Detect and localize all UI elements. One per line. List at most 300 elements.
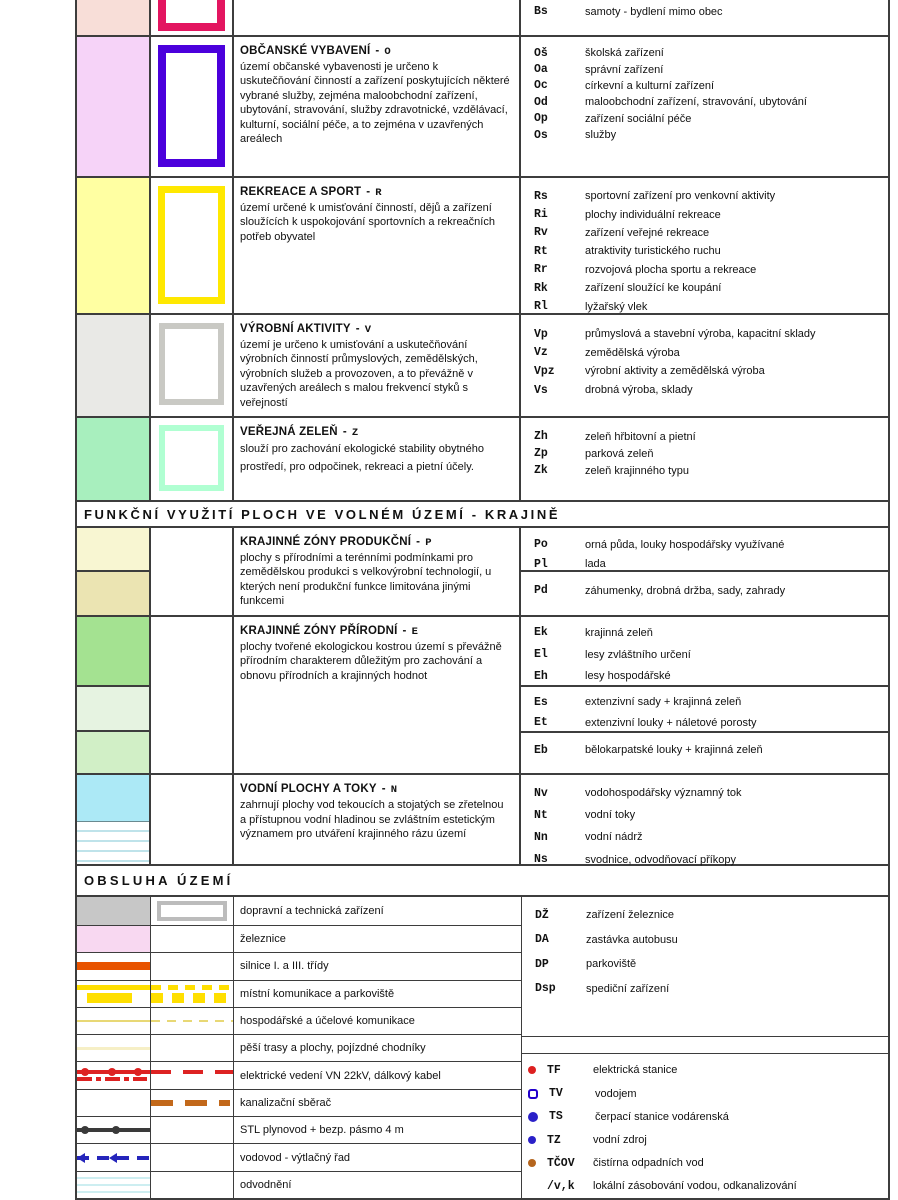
zone-code-letter: O (384, 46, 391, 58)
zone-code: Rl (534, 300, 548, 314)
empty-cell (151, 1035, 234, 1061)
drainage-stripes-swatch (77, 1172, 150, 1198)
code-label: elektrická stanice (593, 1064, 678, 1077)
code-group (521, 687, 888, 733)
service-row-label: místní komunikace a parkoviště (240, 987, 395, 1000)
code-label: lokální zásobování vodou, odkanalizování (593, 1180, 797, 1193)
zone-code: Po (534, 538, 548, 552)
legend-row-krajinne-produkcni (77, 528, 888, 617)
code-row (521, 224, 888, 242)
code-label: svodnice, odvodňovací příkopy (585, 853, 737, 866)
code-row (521, 111, 888, 127)
legend-row-bs (77, 0, 888, 37)
zone-code: Pl (534, 557, 548, 571)
prirodni-outline-cell (151, 617, 234, 773)
zone-title (240, 45, 511, 58)
transport-area-swatch (77, 897, 151, 925)
vodni-codes-cell (519, 775, 888, 867)
blue-open-dot-icon (528, 1089, 538, 1099)
code-row (521, 581, 888, 601)
code-row (521, 78, 888, 94)
title-separator: - (366, 186, 371, 198)
power-dashed-symbol (151, 1070, 233, 1074)
legend-table (75, 0, 890, 1200)
road-line-symbol (77, 962, 150, 970)
code-label: extenzivní louky + náletové porosty (585, 716, 757, 729)
zone-description: plochy s přírodními a terénními podmínkami pro zemědělskou produkci s velkovýrobní technologií, u kterých není produkční funkce limitována jinými funkcemi (240, 552, 492, 608)
power-line-symbol (77, 1070, 150, 1074)
zone-code: Oa (534, 63, 548, 77)
code-row (521, 261, 888, 279)
code-label: čistírna odpadních vod (593, 1157, 704, 1170)
code-row (521, 849, 888, 871)
service-row-label: kanalizační sběrač (240, 1096, 332, 1109)
legend-row-vodni-plochy (77, 775, 888, 866)
local-road-line-symbol (77, 985, 150, 990)
code-row (522, 1128, 888, 1151)
zone-code: Nt (534, 808, 548, 822)
code-label: plochy individuální rekreace (585, 208, 721, 221)
zone-code: Ek (534, 626, 548, 640)
prirodni-swatch-stack (77, 617, 151, 773)
zone-code: Rk (534, 281, 548, 295)
vodni-swatch-water (77, 775, 149, 822)
code-row (521, 713, 888, 734)
power-node-icon (108, 1068, 116, 1076)
service-row-hospodarske (77, 1008, 521, 1035)
zone-code: /v,k (547, 1179, 575, 1193)
code-label: církevní a kulturní zařízení (585, 79, 714, 92)
code-row (522, 1175, 888, 1198)
code-label: záhumenky, drobná držba, sady, zahrady (585, 584, 786, 597)
title-separator: - (355, 323, 360, 335)
obcanske-desc-cell (234, 37, 521, 176)
zone-description: plochy tvořené ekologickou kostrou území s převážně přírodním charakterem důležitým pro zachování a obnovu přírodních a krajinných hodnot (240, 641, 502, 682)
code-label: extenzivní sady + krajinná zeleň (585, 696, 742, 709)
code-row (522, 977, 888, 1002)
empty-cell (151, 1172, 234, 1198)
empty-cell (151, 926, 234, 952)
power-dashed-cell (151, 1062, 234, 1088)
code-label: vodní zdroj (593, 1134, 647, 1147)
code-group (521, 572, 888, 601)
vodni-desc-cell (234, 775, 521, 864)
zone-code: Eh (534, 669, 548, 683)
code-row (521, 61, 888, 77)
zone-code: Oc (534, 79, 548, 93)
code-label: rozvojová plocha sportu a rekreace (585, 263, 757, 276)
vyrobni-outline-swatch (159, 323, 224, 405)
service-row-label: elektrické vedení VN 22kV, dálkový kabel (240, 1069, 441, 1082)
obcanske-codes-cell (519, 37, 888, 176)
code-row (521, 535, 888, 555)
gas-line-symbol (77, 1128, 150, 1132)
zelen-codes-cell (519, 418, 888, 500)
obcanske-outline-swatch (158, 45, 225, 167)
code-label: krajinná zeleň (585, 626, 653, 639)
legend-row-obcanske-vybaveni (77, 37, 888, 178)
zone-code: Vp (534, 327, 548, 341)
zone-description: zahrnují plochy vod tekoucích a stojatých se zřetelnou a přístupnou vodní hladinou se zvláštním estetickým významem pro utváření krajinného rázu území (240, 799, 504, 841)
rekreace-color-swatch (77, 178, 151, 313)
code-row (521, 740, 888, 760)
bs-outline-swatch (158, 0, 225, 31)
railway-area-swatch (77, 926, 151, 952)
code-label: výrobní aktivity a zemědělská výroba (585, 365, 765, 378)
zone-title (240, 625, 511, 638)
service-row-doprava (77, 897, 521, 926)
service-row-label: dopravní a technická zařízení (240, 905, 384, 917)
zone-code: TF (547, 1063, 561, 1077)
service-codes (521, 897, 888, 1198)
zone-description: území určené k umisťování činností, dějů a zařízení sloužících k uspokojování sportovních a rekreačních potřeb obyvatel (240, 202, 495, 243)
code-label: bělokarpatské louky + krajinná zeleň (585, 744, 763, 756)
code-group (521, 733, 888, 760)
code-label: spediční zařízení (586, 982, 670, 995)
section-header-krajina: FUNKČNÍ VYUŽITÍ PLOCH VE VOLNÉM ÚZEMÍ - KRAJINĚ (77, 502, 888, 528)
zone-title (240, 426, 511, 439)
bs-outline-cell (151, 0, 234, 35)
red-dot-icon (528, 1066, 536, 1074)
vodni-swatch-ditches (77, 822, 149, 863)
code-row (521, 344, 888, 363)
zone-code: Bs (534, 5, 548, 18)
zone-title (240, 323, 511, 336)
service-row-label: silnice I. a III. třídy (240, 960, 329, 973)
zone-code: TV (549, 1087, 563, 1101)
title-separator: - (342, 426, 347, 438)
power-node-icon (134, 1068, 142, 1076)
code-label: sportovní zařízení pro venkovní aktivity (585, 190, 776, 203)
vyrobni-desc-cell (234, 315, 521, 416)
footpath-line-cell (77, 1035, 151, 1061)
service-row-mistni (77, 981, 521, 1008)
code-row (521, 428, 888, 445)
service-row-vodovod (77, 1144, 521, 1171)
zone-code-letter: E (411, 626, 419, 638)
zone-code-letter: Z (351, 427, 359, 439)
service-row-pesi (77, 1035, 521, 1062)
brown-dot-icon (528, 1159, 536, 1167)
code-label: zeleň krajinného typu (585, 464, 689, 477)
code-row (521, 666, 888, 688)
code-label: zařízení železnice (586, 909, 675, 922)
zelen-color-swatch (77, 418, 151, 500)
water-main-dashed-symbol (77, 1156, 150, 1160)
produkcni-swatch-po-pl (77, 528, 149, 572)
empty-cell (151, 1144, 234, 1170)
vyrobni-codes-cell (519, 315, 888, 416)
code-row (521, 622, 888, 644)
zone-code: Vz (534, 346, 548, 360)
farm-road-dashed-cell (151, 1008, 234, 1034)
service-row-label: železnice (240, 933, 286, 946)
legend-row-verejna-zelen (77, 418, 888, 502)
code-row (521, 381, 888, 400)
service-row-label: odvodnění (240, 1178, 292, 1191)
zone-code-letter: V (364, 324, 372, 336)
code-row (521, 782, 888, 804)
code-row (521, 205, 888, 223)
zone-title-text: KRAJINNÉ ZÓNY PRODUKČNÍ (240, 536, 412, 548)
zone-code: Zk (534, 464, 548, 477)
title-separator: - (375, 45, 380, 57)
code-label: zeleň hřbitovní a pietní (585, 430, 696, 443)
code-label: čerpací stanice vodárenská (595, 1110, 729, 1123)
zone-code: Op (534, 112, 548, 126)
title-separator: - (402, 625, 407, 637)
zone-title-text: VEŘEJNÁ ZELEŇ (240, 426, 338, 438)
service-section (77, 897, 888, 1200)
power-line-cell (77, 1062, 151, 1088)
code-row (521, 826, 888, 848)
zone-code: El (534, 648, 548, 662)
prirodni-swatch-es-et (77, 687, 149, 732)
code-label: lada (585, 558, 606, 571)
code-label: zařízení veřejné rekreace (585, 226, 710, 239)
service-row-kanalizace (77, 1090, 521, 1117)
pink-area-swatch (77, 926, 150, 952)
code-group (521, 617, 888, 687)
zone-code: Pd (534, 584, 548, 598)
code-row (521, 0, 888, 18)
service-row-label: STL plynovod + bezp. pásmo 4 m (240, 1124, 404, 1137)
rekreace-outline-swatch (158, 186, 225, 304)
arrow-left-icon (109, 1153, 117, 1163)
code-row (522, 1152, 888, 1175)
code-row (522, 1082, 888, 1105)
farm-road-line-cell (77, 1008, 151, 1034)
code-label: správní zařízení (585, 63, 664, 76)
empty-cell (522, 1037, 888, 1054)
rekreace-desc-cell (234, 178, 521, 313)
zone-code: Dsp (535, 982, 556, 996)
gray-area-swatch (77, 897, 150, 925)
zone-title-text: VÝROBNÍ AKTIVITY (240, 323, 351, 335)
section-header-obsluha: OBSLUHA ÚZEMÍ (77, 866, 888, 897)
code-label: vodní nádrž (585, 831, 643, 844)
code-row (521, 692, 888, 713)
code-label: vodní toky (585, 809, 636, 822)
legend-row-vyrobni-aktivity (77, 315, 888, 418)
vodni-outline-cell (151, 775, 234, 864)
code-label: vodojem (595, 1087, 637, 1100)
produkcni-codes-cell (519, 528, 888, 615)
local-road-line-cell (77, 981, 151, 1007)
code-label: parkoviště (586, 958, 637, 971)
zone-code: TZ (547, 1133, 561, 1147)
zone-code: Zp (534, 447, 548, 460)
code-row (521, 279, 888, 297)
code-row (521, 644, 888, 666)
zone-code: Eb (534, 743, 548, 757)
zone-code: DŽ (535, 908, 549, 922)
zone-code-letter: N (390, 784, 398, 796)
footpath-line-symbol (77, 1047, 150, 1051)
local-road-dashed-symbol (151, 985, 233, 990)
transport-outline-cell (151, 897, 234, 925)
produkcni-swatch-pd (77, 572, 149, 615)
prirodni-swatch-ek-el-eh (77, 617, 149, 687)
service-row-label: pěší trasy a plochy, pojízdné chodníky (240, 1042, 426, 1055)
spacer (151, 1077, 233, 1081)
zone-code: Vs (534, 383, 548, 397)
zone-description: slouží pro zachování ekologické stability obytného prostředí, pro odpočinek, rekreaci a pietní účely. (240, 443, 484, 473)
produkcni-outline-cell (151, 528, 234, 615)
code-label: zastávka autobusu (586, 933, 678, 946)
zone-code: Ri (534, 208, 548, 222)
service-row-elektro (77, 1062, 521, 1089)
code-row (522, 928, 888, 953)
blue-dot-icon (528, 1112, 538, 1122)
code-label: atraktivity turistického ruchu (585, 245, 721, 258)
local-road-dashed-cell (151, 981, 234, 1007)
zone-code: TČOV (547, 1156, 575, 1170)
code-row (521, 242, 888, 260)
service-row-odvodneni (77, 1172, 521, 1198)
rekreace-outline-cell (151, 178, 234, 313)
code-label: drobná výroba, sklady (585, 384, 693, 397)
code-label: lesy zvláštního určení (585, 648, 691, 661)
service-row-plynovod (77, 1117, 521, 1144)
code-label: vodohospodářsky významný tok (585, 787, 742, 800)
legend-row-krajinne-prirodni (77, 617, 888, 775)
service-row-label: hospodářské a účelové komunikace (240, 1015, 415, 1028)
code-label: samoty - bydlení mimo obec (585, 5, 723, 18)
zone-description: území občanské vybavenosti je určeno k uskutečňování činností a zařízení poskytujících některé vybrané služby, zejména maloobchodní zařízení, ubytování, stravování, služby zdravotnické, vzdělávací, kulturní, sociální péče, a to zejména v uzavřených areálech (240, 61, 510, 146)
zone-code: Rr (534, 263, 548, 277)
bs-codes-cell (519, 0, 888, 35)
code-row (522, 903, 888, 928)
code-group (521, 528, 888, 572)
service-rows (77, 897, 521, 1198)
code-label: parková zeleň (585, 447, 654, 460)
zelen-outline-swatch (159, 425, 224, 491)
obcanske-color-swatch (77, 37, 151, 176)
code-label: lyžařský vlek (585, 300, 648, 313)
vodni-swatch-stack (77, 775, 151, 864)
empty-cell (151, 1117, 234, 1143)
code-row (521, 325, 888, 344)
zone-title-text: OBČANSKÉ VYBAVENÍ (240, 45, 371, 57)
zone-title (240, 536, 511, 549)
sewer-dashed-symbol (151, 1100, 230, 1106)
tech-codes-cell (522, 1054, 888, 1198)
zone-code: TS (549, 1110, 563, 1124)
title-separator: - (416, 536, 421, 548)
vyrobni-outline-cell (151, 315, 234, 416)
transport-codes-cell (522, 897, 888, 1037)
prirodni-codes-cell (519, 617, 888, 773)
parking-dashed-symbol (151, 993, 226, 1003)
code-row (521, 804, 888, 826)
zone-code: Zh (534, 430, 548, 443)
zone-code: Nv (534, 786, 548, 800)
zone-code: Et (534, 716, 548, 730)
arrow-left-icon (77, 1153, 85, 1163)
zelen-desc-cell (234, 418, 521, 500)
service-row-label: vodovod - výtlačný řad (240, 1151, 351, 1164)
gas-node-icon (81, 1126, 89, 1134)
obcanske-outline-cell (151, 37, 234, 176)
code-label: zařízení sociální péče (585, 112, 692, 125)
transport-outline-swatch (157, 901, 227, 921)
bs-color-swatch (77, 0, 151, 35)
rekreace-codes-cell (519, 178, 888, 313)
code-row (521, 297, 888, 315)
code-label: lesy hospodářské (585, 670, 671, 683)
zone-title-text: REKREACE A SPORT (240, 186, 362, 198)
zone-title (240, 783, 511, 796)
produkcni-swatch-stack (77, 528, 151, 615)
zone-code: Od (534, 95, 548, 109)
water-main-line-cell (77, 1144, 151, 1170)
code-label: maloobchodní zařízení, stravování, ubytování (585, 96, 807, 109)
zone-code: Rv (534, 226, 548, 240)
gas-line-cell (77, 1117, 151, 1143)
code-row (521, 187, 888, 205)
zone-description: území je určeno k umisťování a uskutečňování výrobních činností průmyslových, zemědělských, výrobních služeb a provozoven, a to převážně v uzavřených areálech s malou frekvencí styků s veřejností (240, 339, 478, 409)
service-row-zeleznice (77, 926, 521, 953)
zone-title-text: VODNÍ PLOCHY A TOKY (240, 783, 377, 795)
zone-code: Oš (534, 46, 548, 60)
drainage-swatch-cell (77, 1172, 151, 1198)
blue-dot-icon (528, 1136, 536, 1144)
sewer-dashed-cell (151, 1090, 234, 1116)
zone-code: DA (535, 933, 549, 947)
gas-node-icon (112, 1126, 120, 1134)
code-row (522, 1105, 888, 1128)
zone-code: Nn (534, 830, 548, 844)
code-row (521, 462, 888, 479)
prirodni-swatch-eb (77, 732, 149, 773)
code-label: orná půda, louky hospodářsky využívané (585, 538, 785, 551)
empty-cell (77, 1090, 151, 1116)
zone-code: Es (534, 695, 548, 709)
zone-code: Rt (534, 244, 548, 258)
code-label: zemědělská výroba (585, 346, 680, 359)
code-label: zařízení sloužící ke koupání (585, 282, 722, 295)
code-row (521, 94, 888, 110)
code-row (521, 127, 888, 143)
farm-road-line-symbol (77, 1020, 150, 1023)
code-row (522, 952, 888, 977)
legend-row-rekreace-sport (77, 178, 888, 315)
produkcni-desc-cell (234, 528, 521, 615)
power-node-icon (81, 1068, 89, 1076)
code-row (522, 1059, 888, 1082)
zone-code-letter: P (425, 537, 432, 549)
zone-title (240, 186, 511, 199)
zone-code: Rs (534, 189, 548, 203)
zone-code-letter: R (375, 187, 382, 199)
road-line-cell (77, 953, 151, 979)
parking-block-symbol (87, 993, 132, 1003)
prirodni-desc-cell (234, 617, 521, 773)
code-label: školská zařízení (585, 47, 664, 60)
code-row (521, 45, 888, 61)
title-separator: - (381, 783, 386, 795)
zone-code: Os (534, 128, 548, 142)
zone-title-text: KRAJINNÉ ZÓNY PŘÍRODNÍ (240, 625, 398, 637)
zone-code: DP (535, 957, 549, 971)
code-label: průmyslová a stavební výroba, kapacitní sklady (585, 328, 816, 341)
zone-code: Ns (534, 853, 548, 867)
farm-road-dashed-symbol (151, 1020, 233, 1023)
bs-desc-cell (234, 0, 521, 35)
code-label: služby (585, 129, 617, 142)
code-row (521, 362, 888, 381)
